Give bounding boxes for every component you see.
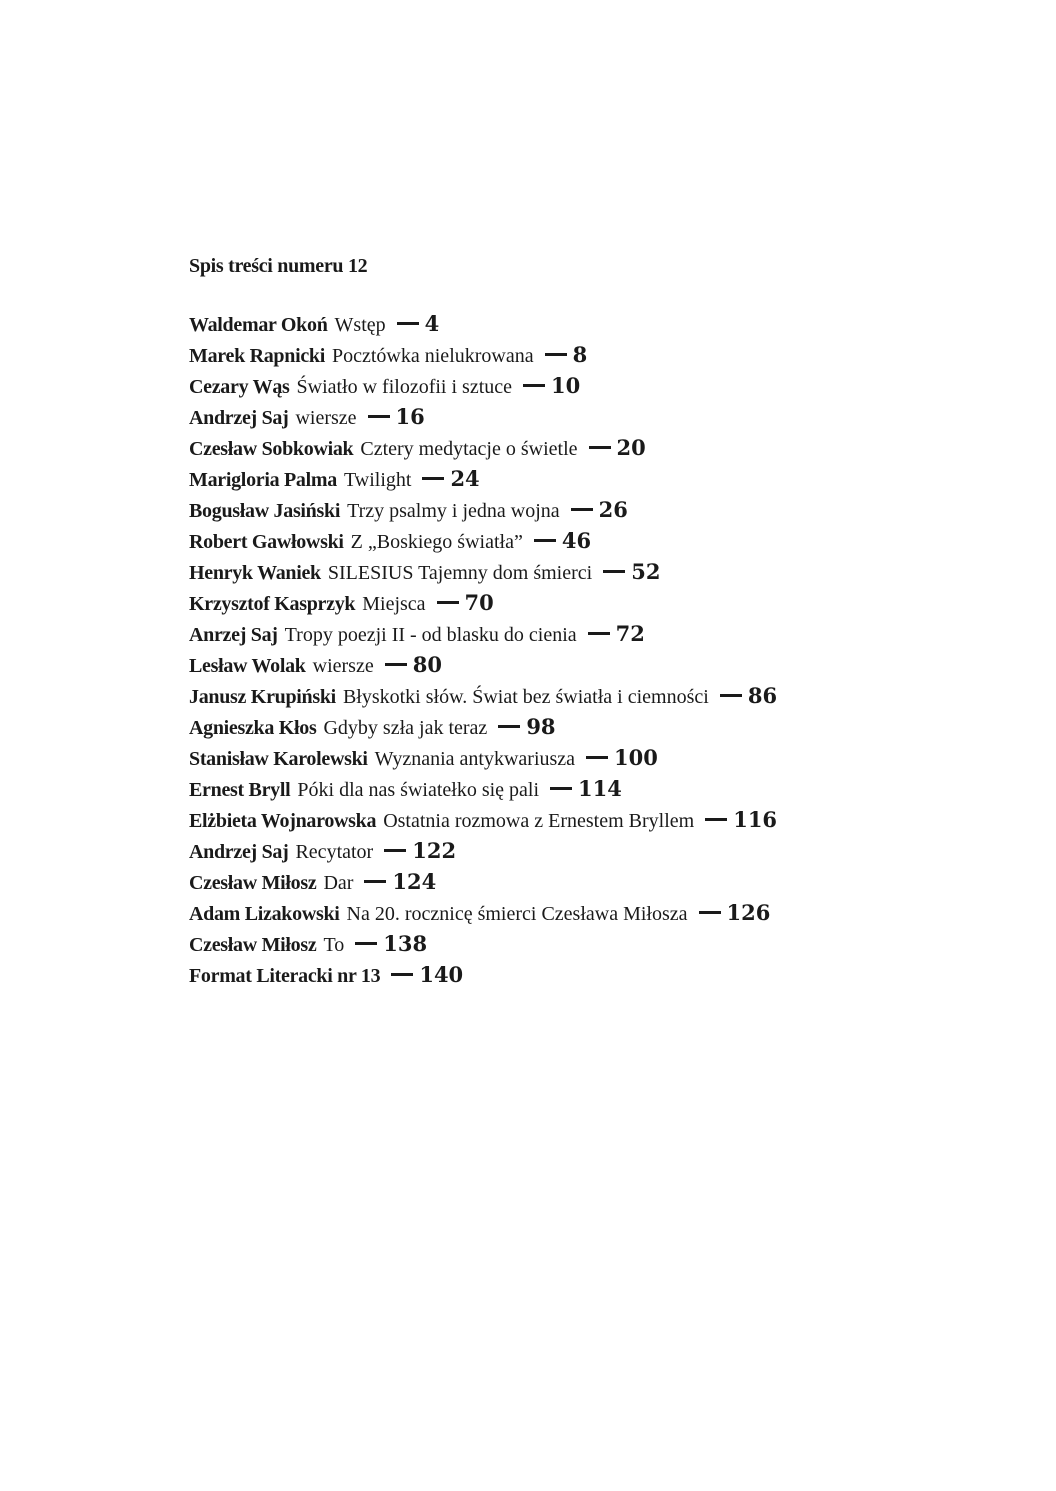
entry-page-ref (364, 869, 436, 894)
entry-page-ref (437, 590, 494, 615)
entry-page-ref (571, 497, 628, 522)
entry-page-number: 114 (578, 776, 622, 801)
entry-page-ref (534, 528, 591, 553)
em-dash-separator (699, 911, 721, 914)
toc-entry[interactable] (189, 370, 1009, 401)
em-dash-separator (534, 539, 556, 542)
entry-page-ref (705, 807, 777, 832)
toc-entry[interactable] (189, 587, 1009, 618)
entry-title: Wstęp (334, 314, 386, 336)
toc-entry[interactable] (189, 432, 1009, 463)
entry-author: Anrzej Saj (189, 624, 278, 646)
entry-title: Cztery medytacje o świetle (360, 438, 578, 460)
entry-page-ref (720, 683, 777, 708)
entry-author: Ernest Bryll (189, 779, 291, 801)
entry-title: Wyznania antykwariusza (374, 748, 576, 770)
em-dash-separator (523, 384, 545, 387)
entry-author: Henryk Waniek (189, 562, 321, 584)
toc-entry[interactable] (189, 711, 1009, 742)
entry-page-number: 26 (598, 497, 628, 522)
em-dash-separator (550, 787, 572, 790)
entry-page-number: 126 (726, 900, 771, 925)
entry-title: Błyskotki słów. Świat bez światła i ciemności (342, 686, 709, 708)
entry-title: Pocztówka nielukrowana (332, 345, 534, 367)
entry-page-number: 140 (419, 962, 464, 987)
toc-entry[interactable] (189, 835, 1009, 866)
toc-entry[interactable] (189, 680, 1009, 711)
entry-page-number: 24 (450, 466, 480, 491)
entry-author: Czesław Miłosz (189, 872, 317, 894)
entry-page-ref (422, 466, 479, 491)
entry-page-number: 100 (614, 745, 658, 770)
toc-entry[interactable] (189, 618, 1009, 649)
entry-page-number: 52 (631, 559, 661, 584)
entry-author: Cezary Wąs (189, 376, 290, 398)
toc-entry[interactable] (189, 556, 1009, 587)
entry-author: Agnieszka Kłos (189, 717, 317, 739)
em-dash-separator (498, 725, 520, 728)
toc-entry[interactable] (189, 959, 1009, 990)
entry-title: To (323, 934, 345, 956)
entry-page-number: 20 (616, 435, 646, 460)
toc-entry[interactable] (189, 463, 1009, 494)
entry-page-ref (523, 373, 580, 398)
entry-page-ref (384, 838, 456, 863)
em-dash-separator (586, 756, 608, 759)
em-dash-separator (720, 694, 742, 697)
em-dash-separator (355, 942, 377, 945)
entry-author: Robert Gawłowski (189, 531, 344, 553)
entry-title: Póki dla nas światełko się pali (297, 779, 540, 801)
entry-author: Czesław Sobkowiak (189, 438, 354, 460)
em-dash-separator (422, 477, 444, 480)
em-dash-separator (545, 353, 567, 356)
toc-entry[interactable] (189, 401, 1009, 432)
entry-author: Bogusław Jasiński (189, 500, 341, 522)
toc-entry[interactable] (189, 742, 1009, 773)
toc-entry[interactable] (189, 928, 1009, 959)
entry-page-ref (586, 745, 658, 770)
entry-page-ref (603, 559, 660, 584)
entry-page-ref (368, 404, 425, 429)
entry-page-number: 124 (392, 869, 437, 894)
toc-entry[interactable] (189, 494, 1009, 525)
entry-author: Marigloria Palma (189, 469, 337, 491)
em-dash-separator (384, 849, 406, 852)
entry-title: Na 20. rocznicę śmierci Czesława Miłosza (346, 903, 688, 925)
entry-page-ref (699, 900, 771, 925)
entry-page-number: 8 (572, 342, 588, 367)
entry-page-number: 98 (526, 714, 556, 739)
entry-author: Adam Lizakowski (189, 903, 340, 925)
entry-author: Stanisław Karolewski (189, 748, 368, 770)
entry-page-ref (391, 962, 463, 987)
entry-title: Miejsca (362, 593, 426, 615)
entry-title: Trzy psalmy i jedna wojna (347, 500, 560, 522)
toc-entry[interactable] (189, 649, 1009, 680)
entry-page-ref (397, 311, 440, 336)
entry-title: wiersze (295, 407, 357, 429)
entry-page-number: 80 (412, 652, 442, 677)
entry-page-ref (385, 652, 442, 677)
em-dash-separator (368, 415, 390, 418)
em-dash-separator (603, 570, 625, 573)
entry-page-number: 86 (747, 683, 778, 708)
em-dash-separator (437, 601, 459, 604)
entry-title: Gdyby szła jak teraz (323, 717, 488, 739)
em-dash-separator (397, 322, 419, 325)
entry-title: Ostatnia rozmowa z Ernestem Bryllem (383, 810, 695, 832)
table-of-contents (189, 252, 1009, 990)
entry-page-number: 4 (424, 311, 440, 336)
entry-page-ref (550, 776, 622, 801)
entry-title: SILESIUS Tajemny dom śmierci (327, 562, 593, 584)
em-dash-separator (571, 508, 593, 511)
page-title: Spis treści numeru 12 (189, 255, 368, 277)
entry-title: Twilight (343, 469, 412, 491)
em-dash-separator (391, 973, 413, 976)
toc-list (189, 308, 1009, 990)
toc-entry[interactable] (189, 525, 1009, 556)
entry-page-number: 16 (395, 404, 425, 429)
entry-title: Tropy poezji II - od blasku do cienia (284, 624, 577, 646)
em-dash-separator (589, 446, 611, 449)
entry-author: Elżbieta Wojnarowska (189, 810, 377, 832)
entry-author: Andrzej Saj (189, 407, 289, 429)
entry-page-number: 46 (561, 528, 592, 553)
toc-entry[interactable] (189, 773, 1009, 804)
entry-author: Krzysztof Kasprzyk (189, 593, 356, 615)
entry-page-ref (355, 931, 427, 956)
toc-entry[interactable] (189, 897, 1009, 928)
entry-page-number: 10 (551, 373, 581, 398)
entry-title: Z „Boskiego światła” (350, 531, 523, 553)
toc-entry[interactable] (189, 308, 1009, 339)
toc-entry[interactable] (189, 804, 1009, 835)
entry-page-ref (588, 621, 645, 646)
entry-title: Recytator (295, 841, 374, 863)
entry-author: Format Literacki nr 13 (189, 965, 381, 987)
entry-author: Czesław Miłosz (189, 934, 317, 956)
entry-author: Waldemar Okoń (189, 314, 328, 336)
toc-entry[interactable] (189, 339, 1009, 370)
em-dash-separator (385, 663, 407, 666)
entry-page-number: 70 (464, 590, 494, 615)
entry-author: Andrzej Saj (189, 841, 289, 863)
entry-page-ref (589, 435, 646, 460)
entry-author: Janusz Krupiński (189, 686, 336, 708)
em-dash-separator (364, 880, 386, 883)
entry-page-number: 72 (615, 621, 645, 646)
entry-page-ref (545, 342, 588, 367)
em-dash-separator (588, 632, 610, 635)
entry-title: Światło w filozofii i sztuce (296, 376, 513, 398)
em-dash-separator (705, 818, 727, 821)
entry-page-number: 138 (383, 931, 428, 956)
entry-title: Dar (323, 872, 354, 894)
entry-page-number: 122 (412, 838, 457, 863)
entry-page-ref (498, 714, 555, 739)
entry-author: Marek Rapnicki (189, 345, 325, 367)
toc-entry[interactable] (189, 866, 1009, 897)
entry-title: wiersze (312, 655, 374, 677)
entry-page-number: 116 (733, 807, 778, 832)
entry-author: Lesław Wolak (189, 655, 306, 677)
